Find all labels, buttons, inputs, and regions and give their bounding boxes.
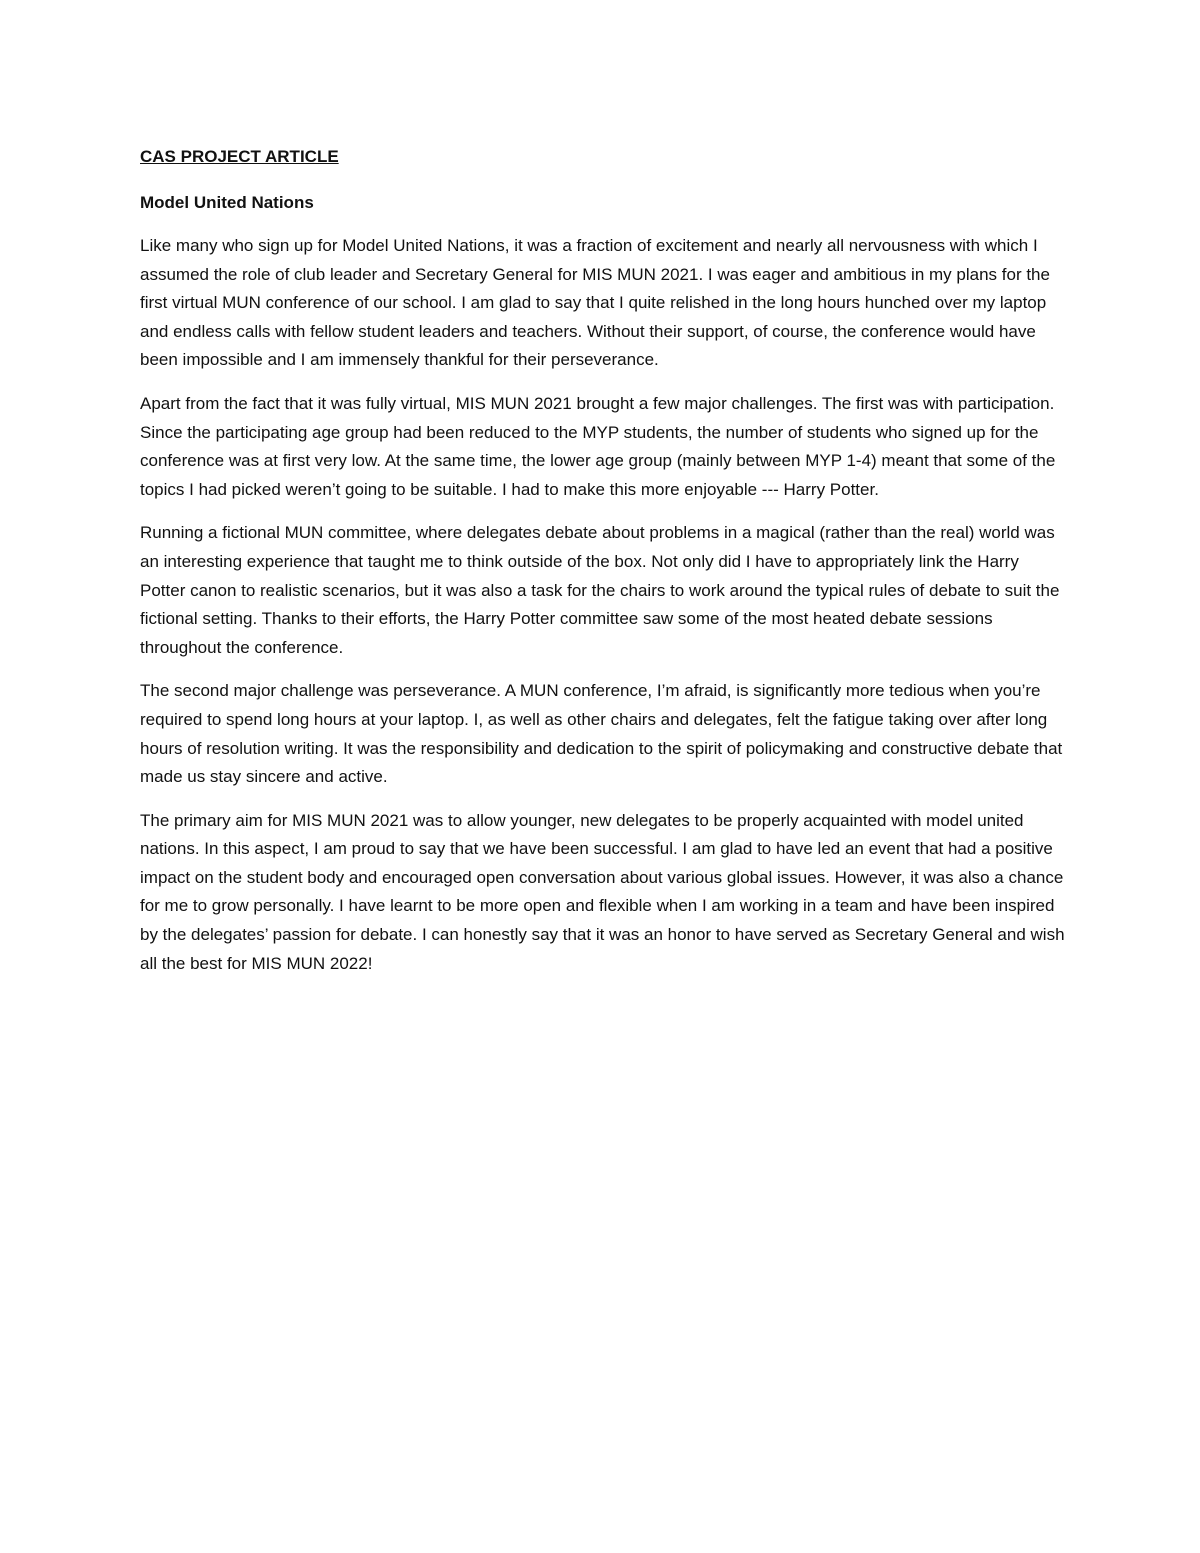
- paragraph-fictional-committee: Running a fictional MUN committee, where delegates debate about problems in a magical (rather than the real) world was an interesting experience that taught me to think outside of the box. Not only did I have to appropriately link the Harry Potter canon to realistic scenarios, but it was also a task for the chairs to work around the typical rules of debate to suit the fictional setting. Thanks to their efforts, the Harry Potter committee saw some of the most heated debate sessions throughout the conference.: [140, 523, 1060, 657]
- paragraph-challenges: Apart from the fact that it was fully virtual, MIS MUN 2021 brought a few major challenges. The first was with participation. Since the participating age group had been reduced to the MYP students, the number of students who signed up for the conference was at first very low. At the same time, the lower age group (mainly between MYP 1-4) meant that some of the topics I had picked weren’t going to be suitable. I had to make this more enjoyable --- Harry Potter.: [140, 393, 1056, 499]
- paragraph-conclusion: The primary aim for MIS MUN 2021 was to allow younger, new delegates to be properly acquainted with model united nations. In this aspect, I am proud to say that we have been successful. I am glad to have led an event that had a positive impact on the student body and encouraged open conversation about various global issues. However, it was also a chance for me to grow personally. I have learnt to be more open and flexible when I am working in a team and have been inspired by the delegates’ passion for debate. I can honestly say that it was an honor to have served as Secretary General and wish all the best for MIS MUN 2022!: [140, 810, 1065, 973]
- paragraph-intro: Like many who sign up for Model United Nations, it was a fraction of excitement and nearly all nervousness with which I assumed the role of club leader and Secretary General for MIS MUN 2021. I was eager and ambitious in my plans for the first virtual MUN conference of our school. I am glad to say that I quite relished in the long hours hunched over my laptop and endless calls with fellow student leaders and teachers. Without their support, of course, the conference would have been impossible and I am immensely thankful for their perseverance.: [140, 236, 1050, 370]
- paragraph-perseverance: The second major challenge was perseverance. A MUN conference, I’m afraid, is significantly more tedious when you’re required to spend long hours at your laptop. I, as well as other chairs and delegates, felt the fatigue taking over after long hours of resolution writing. It was the responsibility and dedication to the spirit of policymaking and constructive debate that made us stay sincere and active.: [140, 681, 1063, 787]
- document-subtitle: Model United Nations: [140, 193, 314, 212]
- document-title: CAS PROJECT ARTICLE: [140, 147, 339, 166]
- document-body: [140, 143, 1065, 993]
